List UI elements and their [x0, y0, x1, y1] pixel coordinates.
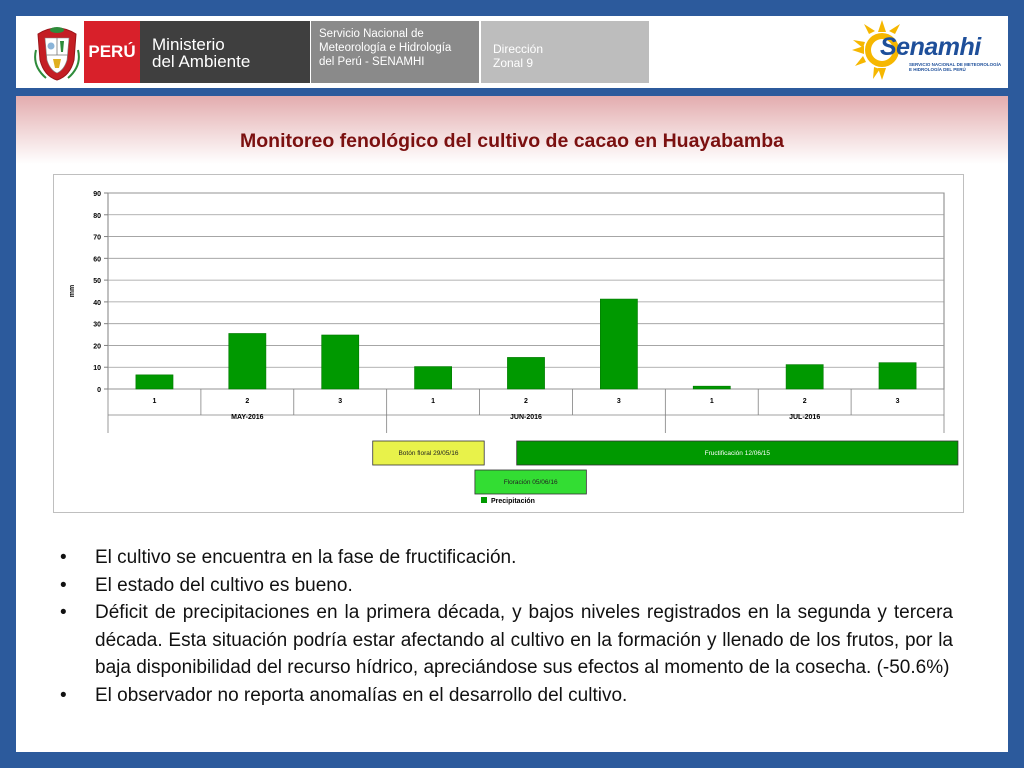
bar [322, 335, 359, 389]
direccion-line-2: Zonal 9 [493, 56, 534, 70]
y-tick-label: 40 [93, 299, 101, 307]
senamhi-line-1: Servicio Nacional de [319, 28, 424, 40]
ministerio-line-1: Ministerio [152, 35, 225, 54]
legend-label: Precipitación [491, 498, 535, 505]
y-tick-label: 10 [93, 365, 101, 373]
slide-title: Monitoreo fenológico del cultivo de cacao en Huayabamba [240, 130, 784, 152]
bullet-text: El estado del cultivo es bueno. [95, 574, 353, 596]
bar [879, 363, 916, 389]
bar [600, 299, 637, 389]
bullet-text: El observador no reporta anomalías en el desarrollo del cultivo. [95, 684, 628, 706]
bullet-dot: • [60, 574, 67, 596]
chart-frame [53, 174, 964, 513]
header-bar [16, 16, 1008, 88]
phase-label: Fructificación 12/06/15 [704, 450, 771, 457]
bullet-item [60, 682, 953, 710]
ministerio-badge [140, 21, 310, 83]
header-divider [16, 88, 1008, 96]
slide [16, 16, 1008, 752]
bar [136, 375, 173, 389]
senamhi-line-3: del Perú - SENAMHI [319, 56, 425, 68]
y-tick-label: 30 [93, 321, 101, 329]
senamhi-badge [311, 21, 479, 83]
x-tick-label: 3 [338, 398, 343, 405]
y-tick-label: 50 [93, 278, 101, 286]
y-tick-label: 60 [93, 256, 101, 264]
coat-of-arms-icon [32, 20, 82, 84]
bar [507, 357, 544, 389]
senamhi-line-2: Meteorología e Hidrología [319, 42, 452, 54]
x-group-label: JUN-2016 [510, 414, 542, 421]
x-tick-label: 2 [802, 398, 807, 405]
bullet-item [60, 599, 953, 682]
y-axis-label: mm [69, 284, 76, 298]
brand-subtitle: SERVICIO NACIONAL DE METEOROLOGÍA E HIDROLOGÍA DEL PERÚ [909, 62, 1001, 72]
y-tick-label: 0 [97, 387, 101, 394]
bar [229, 333, 266, 389]
bullet-dot: • [60, 547, 67, 568]
legend-swatch [481, 497, 487, 503]
precipitation-chart [54, 175, 963, 512]
bullet-dot: • [60, 602, 67, 623]
phase-label: Botón floral 29/05/16 [398, 450, 459, 457]
bullet-list [60, 544, 953, 709]
direccion-badge [481, 21, 649, 83]
peru-badge [84, 21, 140, 83]
peru-label: PERÚ [88, 42, 136, 61]
phase-label: Floración 05/06/16 [503, 479, 558, 486]
x-tick-label: 3 [616, 398, 621, 405]
bullet-text: El cultivo se encuentra en la fase de fructificación. [95, 547, 517, 568]
bullet-item [60, 544, 953, 572]
brand-wordmark: Senamhi [880, 33, 981, 61]
bullet-item [60, 572, 953, 600]
x-tick-label: 1 [709, 398, 714, 405]
y-tick-label: 80 [93, 212, 101, 220]
bar [415, 367, 452, 389]
senamhi-logo [846, 18, 1006, 86]
bar [693, 386, 730, 389]
x-tick-label: 1 [431, 398, 436, 405]
x-group-label: MAY-2016 [231, 414, 264, 421]
x-group-label: JUL-2016 [789, 414, 821, 421]
y-tick-label: 20 [93, 343, 101, 351]
bullet-text: Déficit de precipitaciones en la primera década, y bajos niveles registrados en la segunda y tercera década. Esta situación podría estar afectando al cultivo en la formación y llenado de los frutos, por la baja disponibilidad del recurso hídrico, apreciándose sus efectos al momento de la cosecha. (-50.6%) [95, 602, 953, 678]
x-tick-label: 2 [245, 398, 250, 405]
direccion-line-1: Dirección [493, 42, 544, 56]
x-tick-label: 3 [895, 398, 900, 405]
y-tick-label: 70 [93, 234, 101, 242]
bullet-dot: • [60, 684, 67, 706]
x-tick-label: 2 [524, 398, 528, 405]
ministerio-line-2: del Ambiente [152, 52, 251, 71]
bar [786, 365, 823, 389]
x-tick-label: 1 [152, 398, 157, 405]
y-tick-label: 90 [93, 191, 101, 198]
